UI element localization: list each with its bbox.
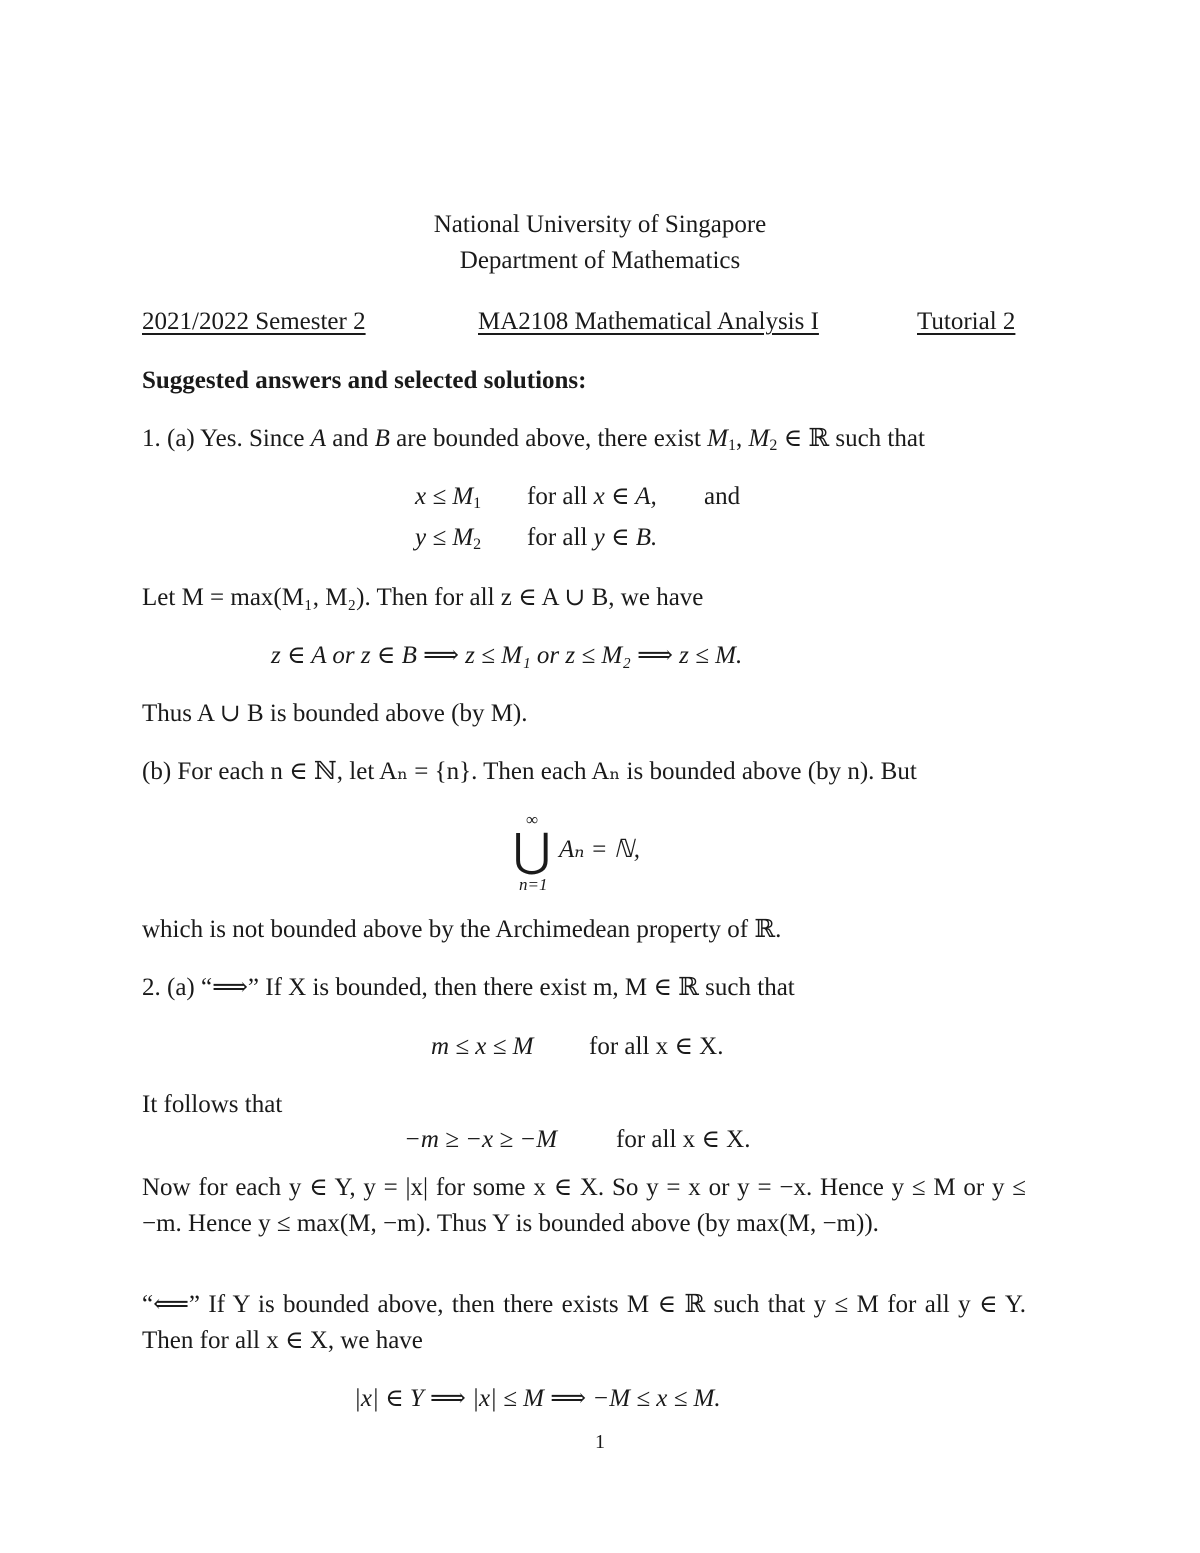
q1a-equation-2-rhs: for all y ∈ B. xyxy=(527,524,658,551)
page-number: 1 xyxy=(595,1431,605,1453)
q1b-intro: (b) For each n ∈ ℕ, let Aₙ = {n}. Then each Aₙ is bounded above (by n). But xyxy=(142,758,917,785)
q1b-conclusion: which is not bounded above by the Archimedean property of ℝ. xyxy=(142,916,782,943)
department-name: Department of Mathematics xyxy=(459,247,741,274)
q2a-intro: 2. (a) “⟹” If X is bounded, then there exist m, M ∈ ℝ such that xyxy=(142,974,795,1001)
q1a-equation-2-lhs: $y \le M_2$ xyxy=(415,524,482,553)
semester-label: 2021/2022 Semester 2 xyxy=(142,308,366,335)
q1a-implication: z ∈ A or z ∈ B ⟹ z ≤ M₁ or z ≤ M₂ ⟹ z ≤ M. xyxy=(271,642,743,669)
q2a-follows: It follows that xyxy=(142,1091,283,1118)
q2a-inequality-2-tail: for all x ∈ X. xyxy=(616,1126,751,1153)
q2a-inequality-2: −m ≥ −x ≥ −M xyxy=(404,1126,558,1153)
solutions-heading: Suggested answers and selected solutions: xyxy=(142,367,587,394)
q2a-inequality-1-tail: for all x ∈ X. xyxy=(589,1033,724,1060)
q1a-conclusion: Thus A ∪ B is bounded above (by M). xyxy=(142,700,528,727)
q1a-equation-1-and: and xyxy=(704,483,741,510)
q2a-inequality-1: m ≤ x ≤ M xyxy=(431,1033,534,1060)
q1a-equation-1-rhs: for all x ∈ A, xyxy=(527,483,657,510)
q1a-equation-1-lhs: $x \le M_1$ xyxy=(415,483,482,512)
q2a-paragraph-forward: Now for each y ∈ Y, y = |x| for some x ∈ X. So y = x or y = −x. Hence y ≤ M or y ≤ −m. Hence y ≤ max(M, −m). Thus Y is bounded above (by max(M, −m)). xyxy=(142,1174,1026,1237)
union-lower-limit: n=1 xyxy=(519,875,548,894)
tutorial-label: Tutorial 2 xyxy=(917,308,1016,335)
union-result: Aₙ = ℕ, xyxy=(559,836,641,863)
q1a-intro: 1. (a) Yes. Since A and B are bounded above, there exist $M_1$, $M_2$ ∈ ℝ such that xyxy=(142,425,925,454)
q1a-let-statement: Let M = max(M₁, M₂). Then for all z ∈ A ∪ B, we have xyxy=(142,584,704,611)
big-union-symbol: ⋃ xyxy=(513,825,551,876)
university-name: National University of Singapore xyxy=(433,211,767,238)
course-title: MA2108 Mathematical Analysis I xyxy=(478,308,819,335)
q2a-paragraph-converse: “⟸” If Y is bounded above, then there exists M ∈ ℝ such that y ≤ M for all y ∈ Y. Then for all x ∈ X, we have xyxy=(142,1291,1026,1354)
q2a-final-implication: |x| ∈ Y ⟹ |x| ≤ M ⟹ −M ≤ x ≤ M. xyxy=(354,1385,721,1412)
union-upper-limit: ∞ xyxy=(526,810,539,829)
